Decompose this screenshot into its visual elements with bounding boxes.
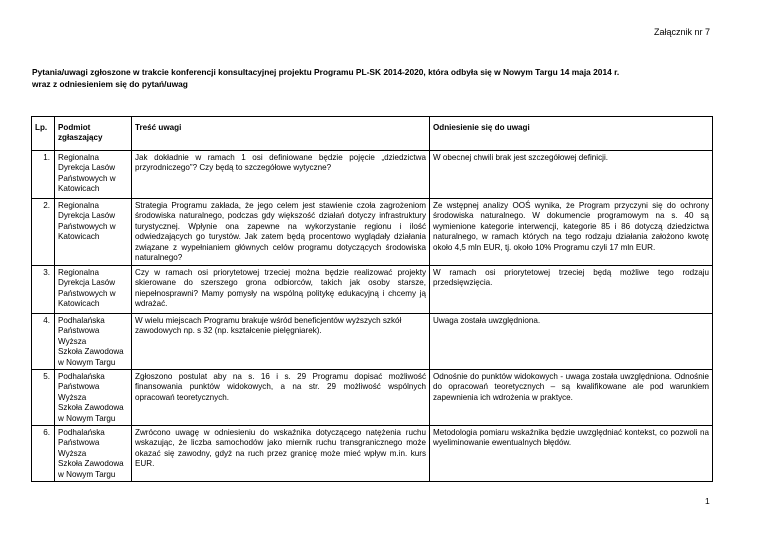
row-subject — [55, 151, 132, 199]
row-response: W obecnej chwili brak jest szczegółowej definicji. — [430, 151, 713, 199]
header-content: Treść uwagi — [132, 117, 430, 151]
row-content: W wielu miejscach Programu brakuje wśród beneficjentów wyższych szkół zawodowych np. s 32 (np. kształcenie pielęgniarek). — [132, 314, 430, 370]
row-response: W ramach osi priorytetowej trzeciej będą możliwe tego rodzaju przedsięwzięcia. — [430, 266, 713, 314]
subject-line: Podhalańska — [58, 372, 105, 382]
page-number: 1 — [705, 496, 710, 506]
table-row — [32, 426, 713, 482]
row-subject — [55, 426, 132, 482]
subject-line: Regionalna — [58, 153, 99, 162]
row-subject — [55, 370, 132, 426]
table-header-row — [32, 117, 713, 151]
subject-line: Państwowa Wyższa — [58, 382, 100, 402]
row-content: Jak dokładnie w ramach 1 osi definiowane będzie pojęcie „dziedzictwa przyrodniczego”? Czy będą to szczegółowe wytyczne? — [132, 151, 430, 199]
subject-line: Dyrekcja Lasów — [58, 211, 116, 221]
document-heading — [32, 66, 732, 90]
subject-line: Podhalańska — [58, 316, 105, 325]
row-lp: 2. — [32, 199, 55, 266]
subject-line: Szkoła Zawodowa — [58, 403, 124, 413]
header-subject-line2: zgłaszający — [58, 133, 103, 143]
row-content: Strategia Programu zakłada, że jego celem jest stawienie czoła zagrożeniom środowiska naturalnego, podczas gdy większość działań dotyczy infrastruktury turystycznej. Wpłynie ona zapewne na wykorzystanie regionu i ilość odwiedzających go turystów. Jak zatem będą procentowo wyglądały działania związane z wypełnianiem głównych celów programu dotyczących środowiska naturalnego? — [132, 199, 430, 266]
subject-line: w Nowym Targu — [58, 357, 116, 367]
subject-line: Państwowa Wyższa — [58, 438, 100, 458]
row-subject — [55, 266, 132, 314]
subject-line: Podhalańska — [58, 428, 105, 438]
row-lp: 6. — [32, 426, 55, 482]
subject-line: Dyrekcja Lasów — [58, 163, 116, 173]
row-lp: 5. — [32, 370, 55, 426]
subject-line: w Nowym Targu — [58, 413, 116, 423]
table-row — [32, 314, 713, 370]
subject-line: Katowicach — [58, 232, 100, 242]
heading-line-1: Pytania/uwagi zgłoszone w trakcie konferencji konsultacyjnej projektu Programu PL-SK 2014-2020, która odbyła się w Nowym Targu 14 maja 2014 r. — [32, 67, 620, 77]
header-lp: Lp. — [32, 117, 55, 151]
header-subject-line1: Podmiot — [58, 123, 91, 132]
row-subject — [55, 314, 132, 370]
table-row — [32, 199, 713, 266]
subject-line: Katowicach — [58, 299, 100, 309]
subject-line: Regionalna — [58, 268, 99, 277]
annex-label: Załącznik nr 7 — [653, 27, 710, 37]
table-row — [32, 370, 713, 426]
row-subject — [55, 199, 132, 266]
row-lp: 3. — [32, 266, 55, 314]
subject-line: Państwowych w — [58, 221, 116, 231]
header-response: Odniesienie się do uwagi — [430, 117, 713, 151]
row-lp: 1. — [32, 151, 55, 199]
subject-line: Dyrekcja Lasów — [58, 278, 116, 288]
heading-line-2: wraz z odniesieniem się do pytań/uwag — [32, 79, 188, 89]
row-content: Zgłoszono postulat aby na s. 16 i s. 29 Programu dopisać możliwość finansowania punktów widokowych, a na str. 29 możliwość wspólnych opracowań teoretycznych. — [132, 370, 430, 426]
row-response: Odnośnie do punktów widokowych - uwaga została uwzględniona. Odnośnie do opracowań teoretycznych – są kwalifikowane ale pod warunkiem zapewnienia ich wdrożenia w praktyce. — [430, 370, 713, 426]
header-subject — [55, 117, 132, 151]
row-content: Czy w ramach osi priorytetowej trzeciej można będzie realizować projekty skierowane do szerszego grona odbiorców, takich jak osoby starsze, niepełnosprawni? Mamy pomysły na wspólną politykę edukacyjną i chcemy ją wdrażać. — [132, 266, 430, 314]
subject-line: Państwowych w — [58, 288, 116, 298]
row-response: Uwaga została uwzględniona. — [430, 314, 713, 370]
subject-line: w Nowym Targu — [58, 469, 116, 479]
row-content: Zwrócono uwagę w odniesieniu do wskaźnika dotyczącego natężenia ruchu wskazując, że liczba samochodów jako miernik ruchu transgranicznego może okazać się zawodny, gdyż na ruch przez granicę może mieć wpływ m.in. kurs EUR. — [132, 426, 430, 482]
subject-line: Szkoła Zawodowa — [58, 459, 124, 469]
subject-line: Katowicach — [58, 184, 100, 194]
subject-line: Państwowa Wyższa — [58, 326, 100, 346]
row-response: Metodologia pomiaru wskaźnika będzie uwzględniać kontekst, co pozwoli na wyeliminowanie ewentualnych błędów. — [430, 426, 713, 482]
comments-table — [31, 116, 713, 482]
table-row — [32, 151, 713, 199]
subject-line: Szkoła Zawodowa — [58, 347, 124, 357]
row-response: Ze wstępnej analizy OOŚ wynika, że Program przyczyni się do ochrony środowiska naturalnego. W dokumencie programowym na s. 40 są wymienione kategorie interwencji, kategorie 85 i 86 dotyczą dziedzictwa naturalnego, w ramach których na tego rodzaju działania założono kwotę około 4,5 mln EUR, tj. około 10% Programu czyli 17 mln EUR. — [430, 199, 713, 266]
row-lp: 4. — [32, 314, 55, 370]
table-row — [32, 266, 713, 314]
subject-line: Regionalna — [58, 201, 99, 210]
subject-line: Państwowych w — [58, 173, 116, 183]
